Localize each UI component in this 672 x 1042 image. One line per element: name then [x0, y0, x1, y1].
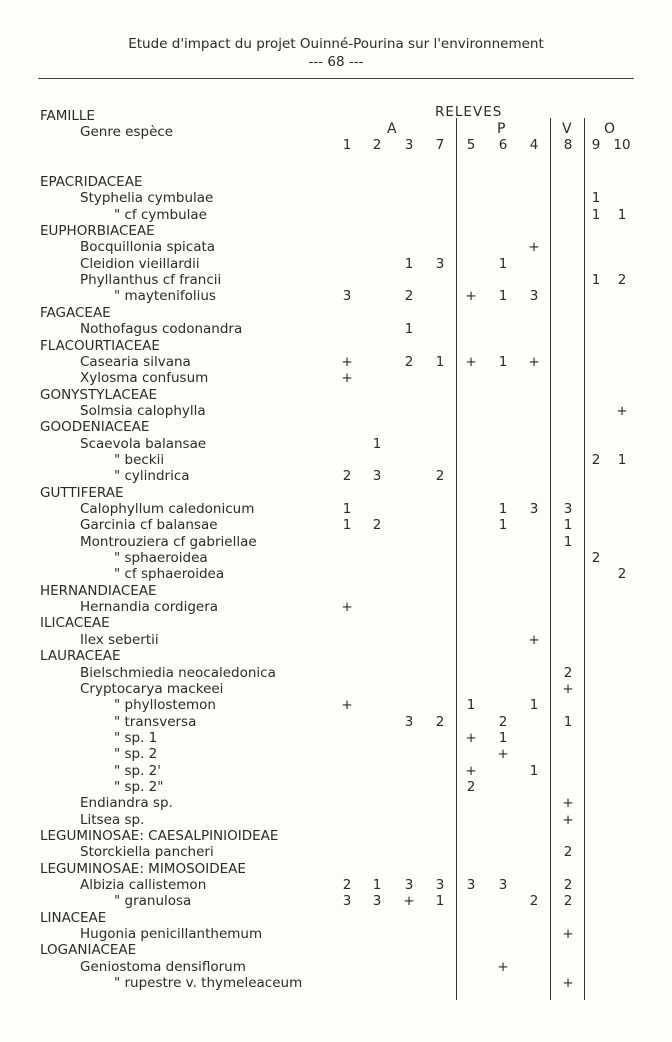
cell-value: 2 [466, 778, 476, 795]
cell-value: + [465, 729, 477, 746]
species-name: " sp. 2 [114, 746, 158, 763]
cell-value: + [528, 353, 540, 370]
cell-value: 2 [435, 468, 445, 485]
species-name: Calophyllum caledonicum [80, 501, 255, 517]
species-name: Styphelia cymbulae [80, 190, 214, 207]
group-p-label: P [497, 121, 506, 137]
cell-value: 2 [563, 844, 573, 861]
famille-label: FAMILLE [40, 108, 95, 124]
species-name: Endiandra sp. [80, 795, 173, 812]
cell-value: 3 [342, 893, 352, 910]
column-number: 4 [529, 137, 539, 153]
species-name: Albizia callistemon [80, 877, 207, 894]
family-name: LAURACEAE [40, 648, 121, 665]
cell-value: + [562, 795, 574, 812]
cell-value: 3 [563, 501, 573, 517]
cell-value: 1 [498, 255, 508, 272]
family-name: LOGANIACEAE [40, 942, 137, 959]
cell-value: 1 [435, 353, 445, 370]
species-name: " rupestre v. thymeleaceum [114, 975, 303, 992]
cell-value: 3 [529, 501, 539, 517]
cell-value: + [562, 680, 574, 697]
cell-value: + [403, 893, 415, 910]
family-name: FAGACEAE [40, 304, 111, 321]
family-name: GUTTIFERAE [40, 484, 124, 501]
cell-value: 1 [498, 353, 508, 370]
group-a-label: A [387, 121, 397, 137]
cell-value: + [465, 288, 477, 305]
cell-value: 2 [404, 353, 414, 370]
cell-value: + [341, 353, 353, 370]
cell-value: 2 [563, 664, 573, 681]
species-name: Cryptocarya mackeei [80, 680, 224, 697]
column-number: 7 [435, 137, 445, 153]
cell-value: + [341, 599, 353, 616]
species-name: Bielschmiedia neocaledonica [80, 664, 276, 681]
cell-value: 3 [466, 877, 476, 894]
group-o-label: O [604, 121, 616, 137]
cell-value: 2 [617, 566, 627, 583]
cell-value: 1 [342, 501, 352, 517]
cell-value: 1 [529, 697, 539, 714]
cell-value: 1 [617, 206, 627, 223]
cell-value: 3 [529, 288, 539, 305]
family-name: HERNANDIACEAE [40, 582, 157, 599]
cell-value: + [562, 926, 574, 943]
cell-value: 3 [435, 255, 445, 272]
species-name: Ilex sebertii [80, 631, 159, 648]
species-name: " sp. 2" [114, 778, 164, 795]
cell-value: 1 [342, 517, 352, 534]
cell-value: 2 [372, 517, 382, 534]
species-name: Solmsia calophylla [80, 402, 206, 419]
cell-value: 3 [435, 877, 445, 894]
cell-value: + [616, 402, 628, 419]
cell-value: 2 [435, 713, 445, 730]
group-v-label: V [562, 121, 572, 137]
species-name: Cleidion vieillardii [80, 255, 200, 272]
cell-value: 1 [529, 762, 539, 779]
cell-value: 1 [498, 517, 508, 534]
family-name: GOODENIACEAE [40, 419, 150, 436]
cell-value: + [562, 975, 574, 992]
cell-value: 2 [563, 893, 573, 910]
cell-value: 2 [563, 877, 573, 894]
species-name: " phyllostemon [114, 697, 216, 714]
column-number: 1 [342, 137, 352, 153]
releves-label: RELEVES [435, 104, 503, 120]
cell-value: 1 [563, 713, 573, 730]
species-name: Phyllanthus cf francii [80, 272, 222, 289]
species-name: Montrouziera cf gabriellae [80, 533, 257, 550]
column-number: 5 [466, 137, 476, 153]
cell-value: 1 [372, 435, 382, 452]
species-name: " sphaeroidea [114, 550, 208, 567]
cell-value: + [497, 746, 509, 763]
cell-value: 2 [342, 468, 352, 485]
cell-value: 3 [498, 877, 508, 894]
cell-value: 1 [372, 877, 382, 894]
family-name: LEGUMINOSAE: CAESALPINIOIDEAE [40, 828, 279, 844]
family-name: LINACEAE [40, 909, 107, 926]
genre-espece-label: Genre espèce [80, 124, 174, 140]
species-name: Scaevola balansae [80, 435, 207, 452]
family-name: LEGUMINOSAE: MIMOSOIDEAE [40, 860, 246, 877]
cell-value: 1 [591, 190, 601, 207]
cell-value: 1 [435, 893, 445, 910]
cell-value: + [465, 762, 477, 779]
cell-value: 2 [498, 713, 508, 730]
species-name: " cylindrica [114, 468, 190, 485]
species-name: " maytenifolius [114, 288, 216, 305]
cell-value: 1 [563, 517, 573, 534]
cell-value: 1 [466, 697, 476, 714]
cell-value: 1 [617, 451, 627, 468]
column-number: 2 [372, 137, 382, 153]
species-name: Geniostoma densiflorum [80, 958, 246, 975]
cell-value: + [341, 370, 353, 387]
cell-value: 1 [498, 501, 508, 517]
species-name: Bocquillonia spicata [80, 239, 216, 256]
cell-value: 1 [563, 533, 573, 550]
cell-value: 2 [342, 877, 352, 894]
family-name: ILICACEAE [40, 615, 110, 632]
species-name: " sp. 2' [114, 762, 161, 779]
header-rule [38, 78, 634, 79]
species-name: Hugonia penicillanthemum [80, 926, 263, 943]
cell-value: 2 [617, 272, 627, 289]
cell-value: 2 [591, 550, 601, 567]
family-name: EPACRIDACEAE [40, 174, 143, 190]
cell-value: 2 [591, 451, 601, 468]
cell-value: + [465, 353, 477, 370]
cell-value: 1 [498, 288, 508, 305]
family-name: GONYSTYLACEAE [40, 386, 158, 403]
species-name: Nothofagus codonandra [80, 321, 243, 338]
column-divider-a-p [456, 118, 457, 1000]
column-number: 9 [591, 137, 601, 153]
species-name: Storckiella pancheri [80, 844, 214, 861]
cell-value: 1 [404, 321, 414, 338]
cell-value: 3 [404, 713, 414, 730]
species-name: Garcinia cf balansae [80, 517, 218, 534]
cell-value: + [341, 697, 353, 714]
column-divider-p-v [550, 118, 551, 1000]
cell-value: + [562, 811, 574, 828]
species-name: Xylosma confusum [80, 370, 209, 387]
cell-value: 3 [372, 468, 382, 485]
cell-value: + [528, 631, 540, 648]
cell-value: + [497, 958, 509, 975]
species-name: Casearia silvana [80, 353, 191, 370]
species-name: " cf cymbulae [114, 206, 207, 223]
species-name: Hernandia cordigera [80, 599, 219, 616]
document-header-title: Etude d'impact du projet Ouinné-Pourina sur l'environnement [128, 36, 544, 52]
cell-value: 3 [342, 288, 352, 305]
page-number: --- 68 --- [308, 54, 364, 70]
family-name: FLACOURTIACEAE [40, 337, 160, 354]
cell-value: 1 [591, 272, 601, 289]
cell-value: 2 [529, 893, 539, 910]
column-number: 8 [563, 137, 573, 153]
cell-value: + [528, 239, 540, 256]
column-number: 10 [613, 137, 631, 153]
family-name: EUPHORBIACEAE [40, 223, 155, 240]
species-name: " granulosa [114, 893, 192, 910]
column-number: 3 [404, 137, 414, 153]
cell-value: 2 [404, 288, 414, 305]
species-name: " cf sphaeroidea [114, 566, 225, 583]
cell-value: 1 [404, 255, 414, 272]
cell-value: 3 [372, 893, 382, 910]
species-name: " beckii [114, 451, 165, 468]
species-name: Litsea sp. [80, 811, 145, 828]
cell-value: 1 [591, 206, 601, 223]
species-name: " sp. 1 [114, 729, 158, 746]
cell-value: 1 [498, 729, 508, 746]
cell-value: 3 [404, 877, 414, 894]
column-number: 6 [498, 137, 508, 153]
species-name: " transversa [114, 713, 197, 730]
